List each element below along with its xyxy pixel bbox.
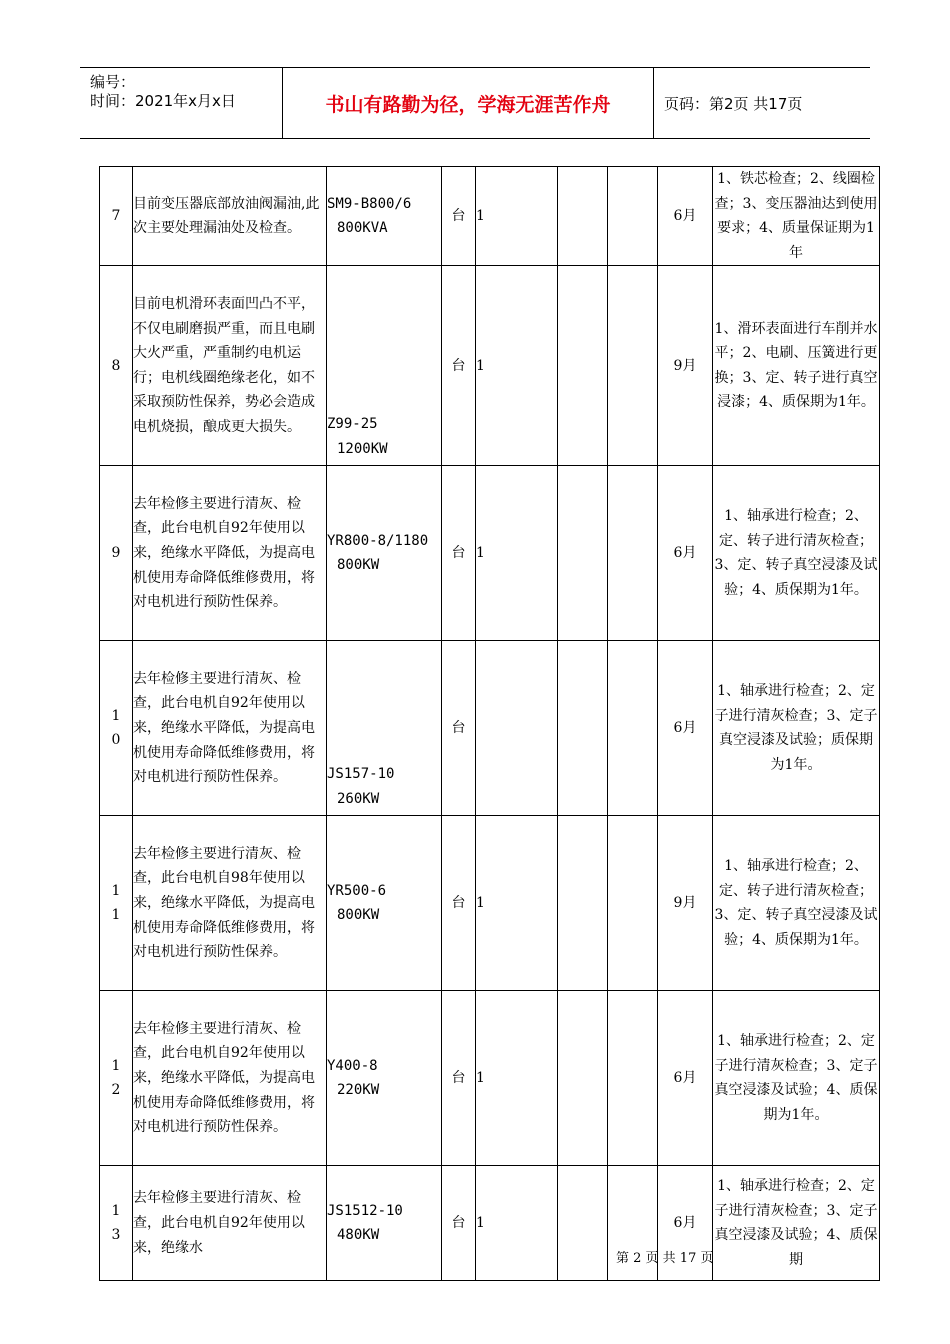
unit-cell: 台 bbox=[442, 266, 476, 466]
item-number-cell bbox=[100, 167, 133, 266]
description-text: 目前电机滑环表面凹凸不平，不仅电刷磨损严重，而且电刷大火严重，严重制约电机运行；电机线圈绝缘老化，如不采取预防性保养，势必会造成电机烧损，酿成更大损失。 bbox=[133, 296, 315, 436]
month-cell: 6月 bbox=[658, 641, 713, 816]
description-cell bbox=[133, 641, 327, 816]
description-cell bbox=[133, 1166, 327, 1281]
table-row bbox=[100, 991, 880, 1166]
description-cell bbox=[133, 167, 327, 266]
description-cell bbox=[133, 266, 327, 466]
model-rating: 1200KW bbox=[337, 440, 388, 457]
model-cell bbox=[327, 266, 442, 466]
description-text: 去年检修主要进行清灰、检查，此台电机自92年使用以来，绝缘水平降低，为提高电机使用寿命降低维修费用，将对电机进行预防性保养。 bbox=[133, 670, 315, 786]
unit-cell: 台 bbox=[442, 1166, 476, 1281]
model-cell bbox=[327, 991, 442, 1166]
item-number: 7 bbox=[111, 208, 121, 225]
blank-cell bbox=[558, 466, 608, 641]
blank-cell bbox=[558, 1166, 608, 1281]
description-cell bbox=[133, 816, 327, 991]
description-text: 目前变压器底部放油阀漏油,此次主要处理漏油处及检查。 bbox=[133, 195, 320, 237]
item-number: 8 bbox=[111, 357, 121, 374]
model-cell bbox=[327, 641, 442, 816]
item-number-cell bbox=[100, 466, 133, 641]
unit-cell: 台 bbox=[442, 816, 476, 991]
description-text: 去年检修主要进行清灰、检查，此台电机自98年使用以来，绝缘水平降低，为提高电机使用寿命降低维修费用，将对电机进行预防性保养。 bbox=[133, 845, 315, 961]
blank-cell bbox=[558, 641, 608, 816]
remark-cell: 1、轴承进行检查；2、定子进行清灰检查；3、定子真空浸漆及试验；质保期为1年。 bbox=[713, 641, 880, 816]
unit-cell: 台 bbox=[442, 641, 476, 816]
item-number: 1 bbox=[111, 907, 121, 924]
item-number: 2 bbox=[111, 1082, 121, 1099]
header-page-info: 页码：第2页 共17页 bbox=[664, 94, 803, 113]
month-cell: 9月 bbox=[658, 266, 713, 466]
description-cell bbox=[133, 991, 327, 1166]
description-text: 去年检修主要进行清灰、检查，此台电机自92年使用以来，绝缘水平降低，为提高电机使用寿命降低维修费用，将对电机进行预防性保养。 bbox=[133, 1020, 315, 1136]
blank-cell bbox=[608, 641, 658, 816]
blank-cell bbox=[558, 816, 608, 991]
quantity-cell: 1 bbox=[476, 266, 558, 466]
model-number: Z99-25 bbox=[327, 416, 378, 433]
footer-page-number: 第 2 页 共 17 页 bbox=[616, 1251, 714, 1266]
header-motto: 书山有路勤为径，学海无涯苦作舟 bbox=[283, 68, 654, 138]
item-number-cell bbox=[100, 1166, 133, 1281]
item-number-cell bbox=[100, 816, 133, 991]
model-cell bbox=[327, 1166, 442, 1281]
blank-cell bbox=[608, 816, 658, 991]
model-number: YR800-8/1180 bbox=[327, 532, 429, 549]
remark-cell: 1、铁芯检查；2、线圈检查；3、变压器油达到使用要求；4、质量保证期为1年 bbox=[713, 167, 880, 266]
table-row bbox=[100, 167, 880, 266]
blank-cell bbox=[558, 991, 608, 1166]
model-rating: 800KW bbox=[337, 907, 380, 924]
model-number: JS1512-10 bbox=[327, 1202, 403, 1219]
description-text: 去年检修主要进行清灰、检查，此台电机自92年使用以来，绝缘水 bbox=[133, 1190, 305, 1256]
quantity-cell: 1 bbox=[476, 991, 558, 1166]
quantity-cell bbox=[476, 641, 558, 816]
document-time: 时间：2021年x月x日 bbox=[90, 92, 236, 110]
blank-cell bbox=[558, 167, 608, 266]
model-cell bbox=[327, 167, 442, 266]
model-rating: 800KVA bbox=[337, 220, 388, 237]
item-number: 0 bbox=[111, 732, 121, 749]
model-rating: 260KW bbox=[337, 790, 380, 807]
item-number-cell bbox=[100, 641, 133, 816]
remark-cell: 1、轴承进行检查；2、定子进行清灰检查；3、定子真空浸漆及试验；4、质保期为1年。 bbox=[713, 991, 880, 1166]
unit-cell: 台 bbox=[442, 991, 476, 1166]
remark-cell: 1、轴承进行检查；2、定、转子进行清灰检查；3、定、转子真空浸漆及试验；4、质保期为1年。 bbox=[713, 466, 880, 641]
table-row bbox=[100, 816, 880, 991]
remark-cell: 1、滑环表面进行车削并水平；2、电刷、压簧进行更换；3、定、转子进行真空浸漆；4、质保期为1年。 bbox=[713, 266, 880, 466]
model-rating: 220KW bbox=[337, 1082, 380, 1099]
item-number-cell bbox=[100, 991, 133, 1166]
quantity-cell: 1 bbox=[476, 816, 558, 991]
model-number: JS157-10 bbox=[327, 766, 395, 783]
quantity-cell: 1 bbox=[476, 1166, 558, 1281]
blank-cell bbox=[608, 167, 658, 266]
month-cell: 6月 bbox=[658, 991, 713, 1166]
item-number: 1 bbox=[111, 1058, 121, 1075]
header-meta bbox=[80, 68, 283, 138]
table-row bbox=[100, 641, 880, 816]
unit-cell: 台 bbox=[442, 167, 476, 266]
item-number-cell bbox=[100, 266, 133, 466]
blank-cell bbox=[558, 266, 608, 466]
item-number: 1 bbox=[111, 708, 121, 725]
table-row bbox=[100, 266, 880, 466]
remark-cell: 1、轴承进行检查；2、定、转子进行清灰检查；3、定、转子真空浸漆及试验；4、质保期为1年。 bbox=[713, 816, 880, 991]
quantity-cell: 1 bbox=[476, 466, 558, 641]
blank-cell bbox=[608, 991, 658, 1166]
remark-cell: 1、轴承进行检查；2、定子进行清灰检查；3、定子真空浸漆及试验；4、质保期 bbox=[713, 1166, 880, 1281]
month-cell: 6月 bbox=[658, 1166, 713, 1281]
description-text: 去年检修主要进行清灰、检查，此台电机自92年使用以来，绝缘水平降低，为提高电机使用寿命降低维修费用，将对电机进行预防性保养。 bbox=[133, 495, 315, 611]
model-number: YR500-6 bbox=[327, 882, 387, 899]
model-cell bbox=[327, 466, 442, 641]
model-rating: 800KW bbox=[337, 557, 380, 574]
model-rating: 480KW bbox=[337, 1227, 380, 1244]
document-number-label: 编号： bbox=[90, 73, 136, 91]
table-row bbox=[100, 466, 880, 641]
month-cell: 6月 bbox=[658, 167, 713, 266]
page-header bbox=[80, 67, 870, 139]
month-cell: 6月 bbox=[658, 466, 713, 641]
model-number: SM9-B800/6 bbox=[327, 195, 412, 212]
item-number: 1 bbox=[111, 883, 121, 900]
item-number: 9 bbox=[111, 545, 121, 562]
item-number: 1 bbox=[111, 1203, 121, 1220]
blank-cell bbox=[608, 266, 658, 466]
blank-cell bbox=[608, 466, 658, 641]
quantity-cell: 1 bbox=[476, 167, 558, 266]
maintenance-table bbox=[99, 166, 880, 1281]
item-number: 3 bbox=[111, 1227, 121, 1244]
table-row bbox=[100, 1166, 880, 1281]
unit-cell: 台 bbox=[442, 466, 476, 641]
month-cell: 9月 bbox=[658, 816, 713, 991]
description-cell bbox=[133, 466, 327, 641]
model-cell bbox=[327, 816, 442, 991]
model-number: Y400-8 bbox=[327, 1057, 378, 1074]
